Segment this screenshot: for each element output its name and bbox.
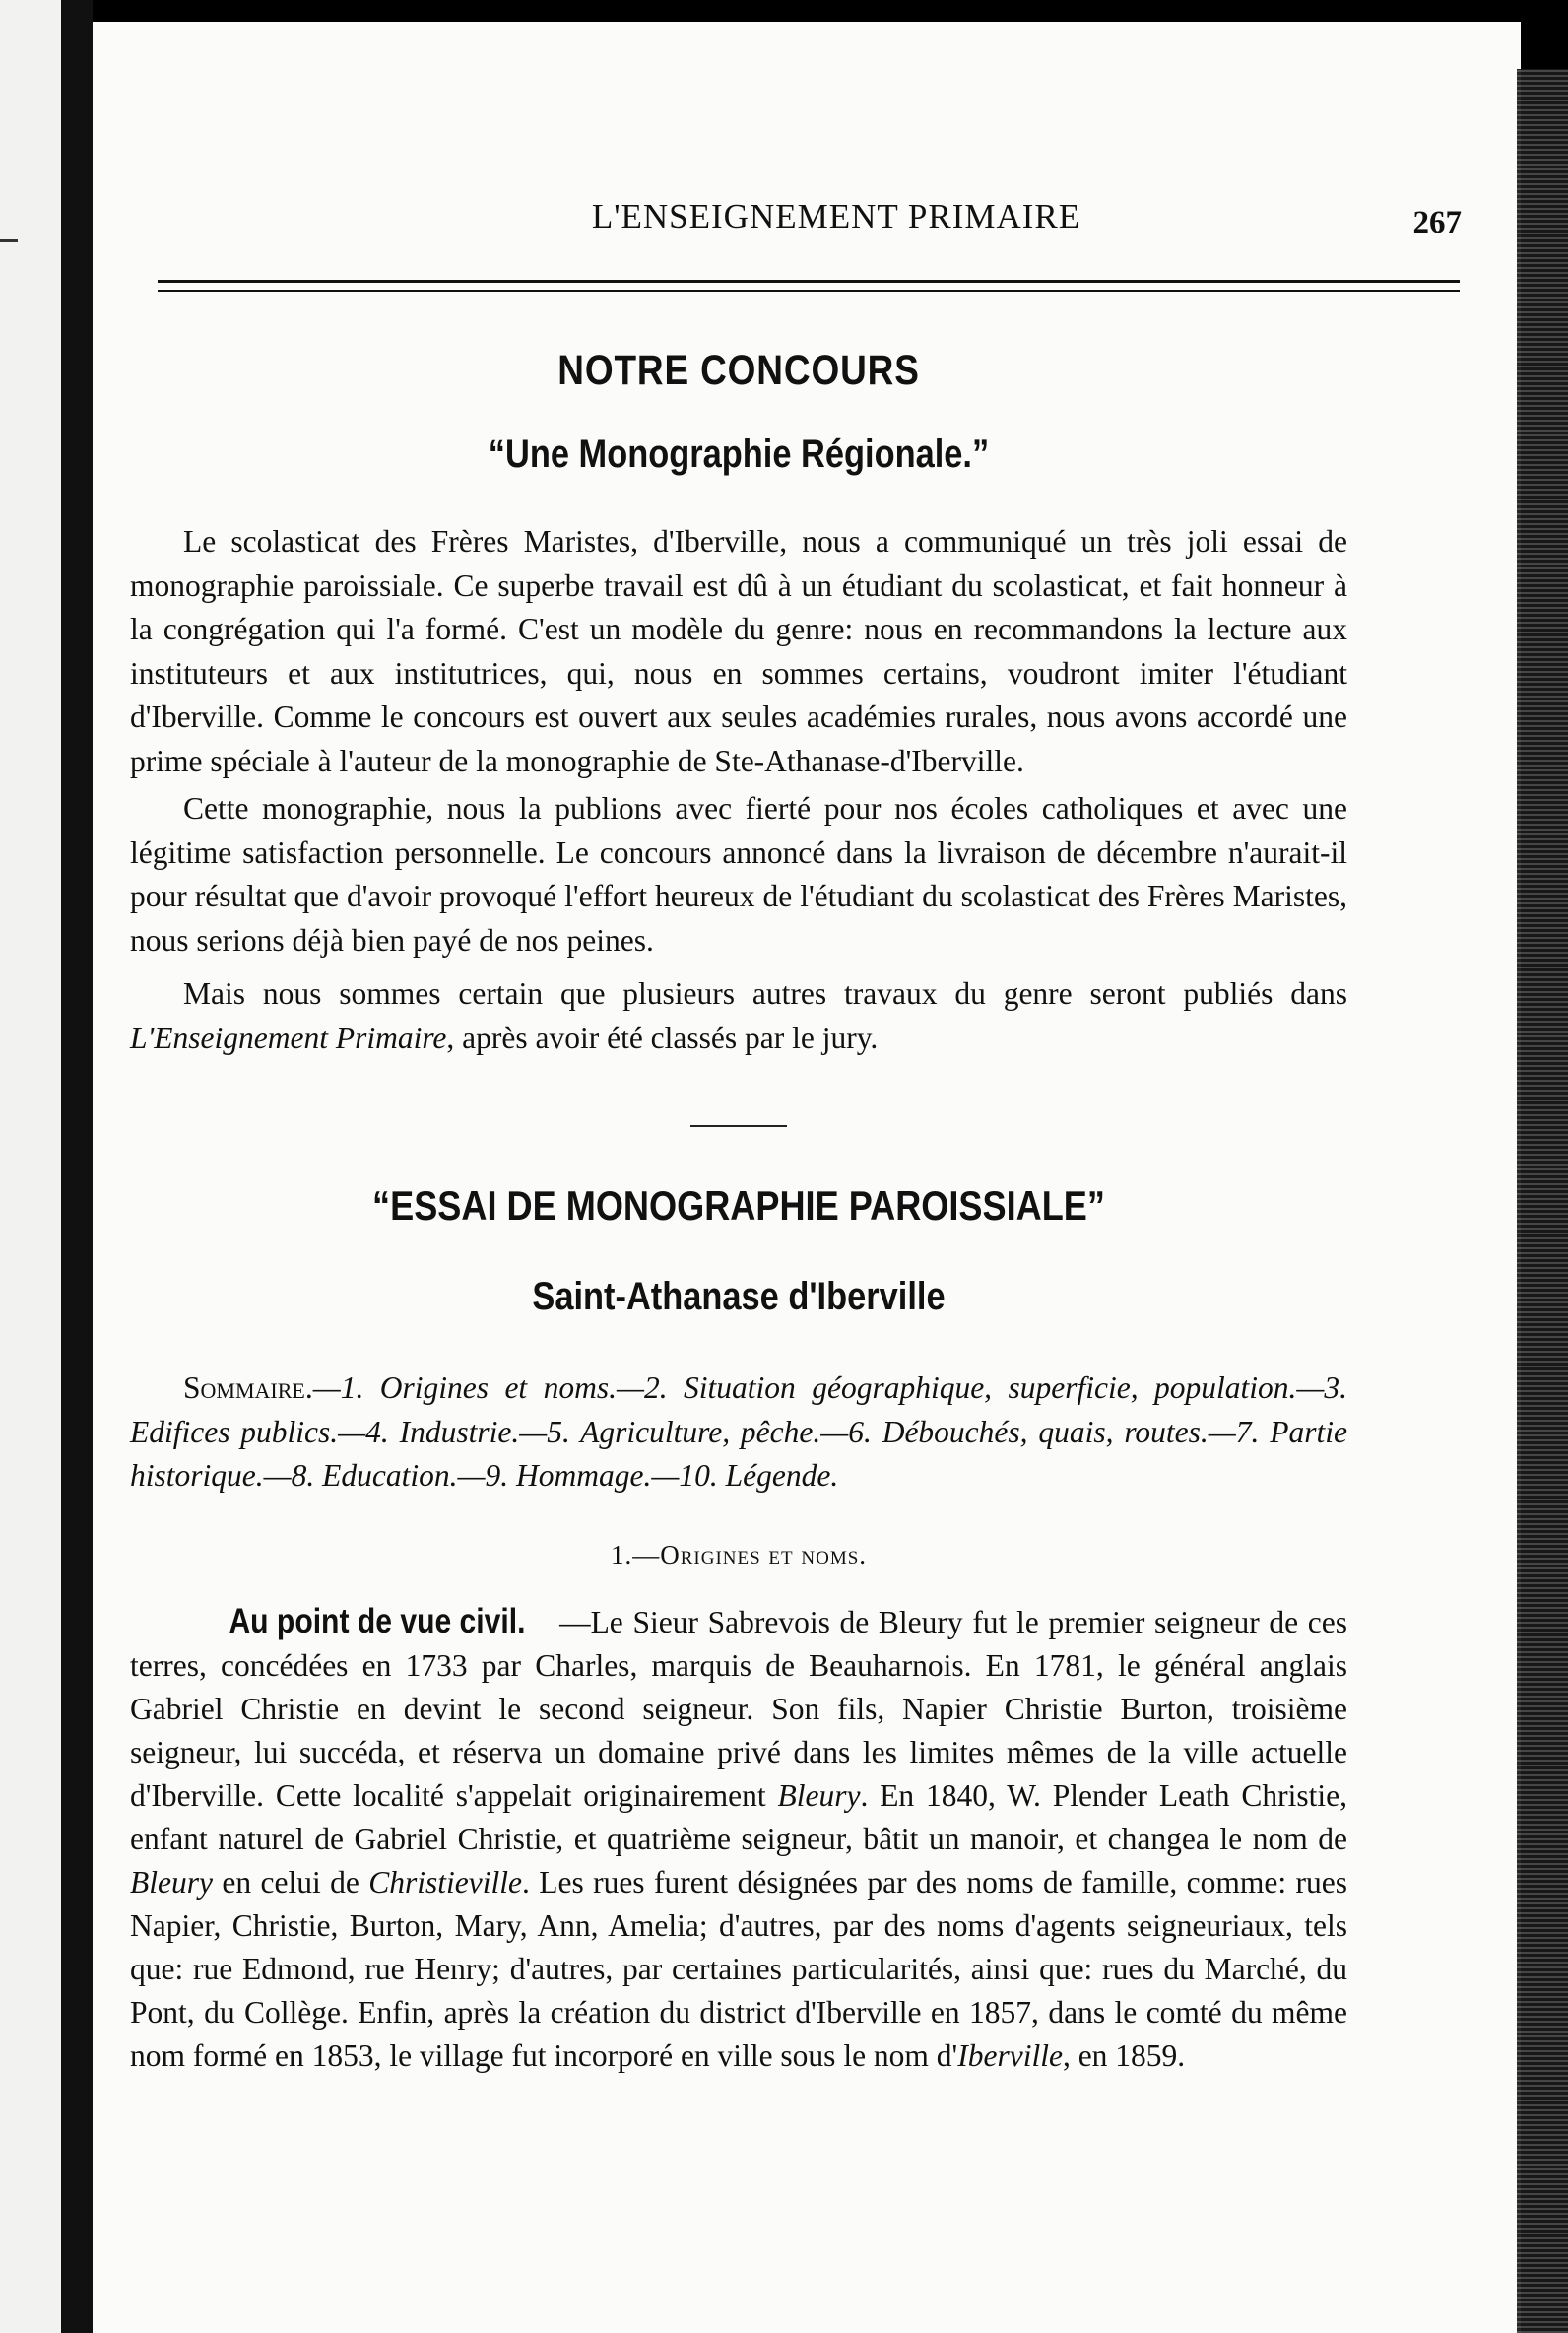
- text-run: , après avoir été classés par le jury.: [446, 1020, 879, 1055]
- page: [93, 22, 1521, 2333]
- concours-subtitle: “Une Monographie Régionale.”: [488, 433, 990, 476]
- book-binding: [61, 0, 93, 2333]
- previous-page-edge: [0, 0, 64, 2333]
- text-run: en celui de: [212, 1864, 369, 1900]
- italic-name: Bleury: [777, 1777, 861, 1813]
- italic-name: Bleury: [130, 1864, 213, 1900]
- section-separator: [690, 1125, 787, 1127]
- italic-name: Christieville: [368, 1864, 522, 1900]
- concours-paragraph-2: Cette monographie, nous la publions avec fierté pour nos écoles catholiques et avec une légitime satisfaction personnelle. Le concours annoncé dans la livraison de décembre n'aurait-il pour résultat que d'avoir provoqué l'effort heureux de l'étudiant du scolasticat des Frères Maristes, nous serions déjà bien payé de nos peines.: [130, 791, 1347, 958]
- essai-subtitle: Saint-Athanase d'Iberville: [532, 1275, 946, 1318]
- text-run: —Le Sieur Sabrevois de Bleury fut le premier seigneur de ces terres, concédées en 1733 par Charles, marquis de Beauharnois. En 1781, le général anglais Gabriel Christie en devint le second seigneur. Son fils, Napier Christie Burton, troisième seigneur, lui succéda, et réserva un domaine privé dans les limites mêmes de la ville actuelle d'Iberville. Cette localité s'appelait originairement: [130, 1604, 1347, 1813]
- header-rule-double: [158, 290, 1460, 292]
- text-run: . En 1840, W. Plender Leath Christie, enfant naturel de Gabriel Christie, et quatrième seigneur, bâtit un manoir, et changea le nom de: [130, 1777, 1348, 1856]
- article: [130, 317, 1347, 2108]
- text-run: , en 1859.: [1062, 2037, 1186, 2073]
- margin-mark: [0, 239, 18, 242]
- concours-paragraph-1: Le scolasticat des Frères Maristes, d'Iberville, nous a communiqué un très joli essai de monographie paroissiale. Ce superbe travail est dû à un étudiant du scolasticat, et fait honneur à la congrégation qui l'a formé. C'est un modèle du genre: nous en recommandons la lecture aux instituteurs et aux institutrices, qui, nous en sommes certains, voudront imiter l'étudiant d'Iberville. Comme le concours est ouvert aux seules académies rurales, nous avons accordé une prime spéciale à l'auteur de la monographie de Ste-Athanase-d'Iberville.: [130, 524, 1347, 778]
- section-heading: 1.—Origines et noms.: [610, 1539, 868, 1569]
- page-edge-shadow: [1517, 69, 1568, 2333]
- italic-name: Iberville: [957, 2037, 1063, 2073]
- journal-title: L'Enseignement Primaire: [130, 1020, 447, 1055]
- page-header: [152, 197, 1462, 256]
- concours-title: NOTRE CONCOURS: [557, 347, 920, 394]
- civil-paragraph: [130, 1600, 1347, 2078]
- text-run: . Les rues furent désignées par des noms de famille, comme: rues Napier, Christie, Burton, Mary, Ann, Amelia; d'autres, par des noms d'agents seigneuriaux, tels que: rue Edmond, rue Henry; d'autres, par certaines particularités, ainsi que: rues du Marché, du Pont, du Collège. Enfin, après la création du district d'Iberville en 1857, dans le comté du même nom formé en 1853, le village fut incorporé en ville sous le nom d': [130, 1864, 1347, 2073]
- running-title: L'ENSEIGNEMENT PRIMAIRE: [591, 197, 1081, 235]
- concours-paragraph-3: [130, 972, 1347, 1060]
- summary: [130, 1366, 1347, 1499]
- header-rule: [158, 280, 1460, 283]
- page-number: 267: [1412, 205, 1462, 240]
- essai-title: “ESSAI DE MONOGRAPHIE PAROISSIALE”: [372, 1182, 1105, 1229]
- summary-lead: Sommaire.: [183, 1370, 313, 1405]
- civil-lead: Au point de vue civil.: [229, 1601, 526, 1640]
- summary-items: —1. Origines et noms.—2. Situation géographique, superficie, population.—3. Edifices publics.—4. Industrie.—5. Agriculture, pêche.—6. Débouchés, quais, routes.—7. Partie historique.—8. Education.—9. Hommage.—10. Légende.: [130, 1370, 1347, 1493]
- text-run: Mais nous sommes certain que plusieurs autres travaux du genre seront publiés dans: [183, 976, 1347, 1011]
